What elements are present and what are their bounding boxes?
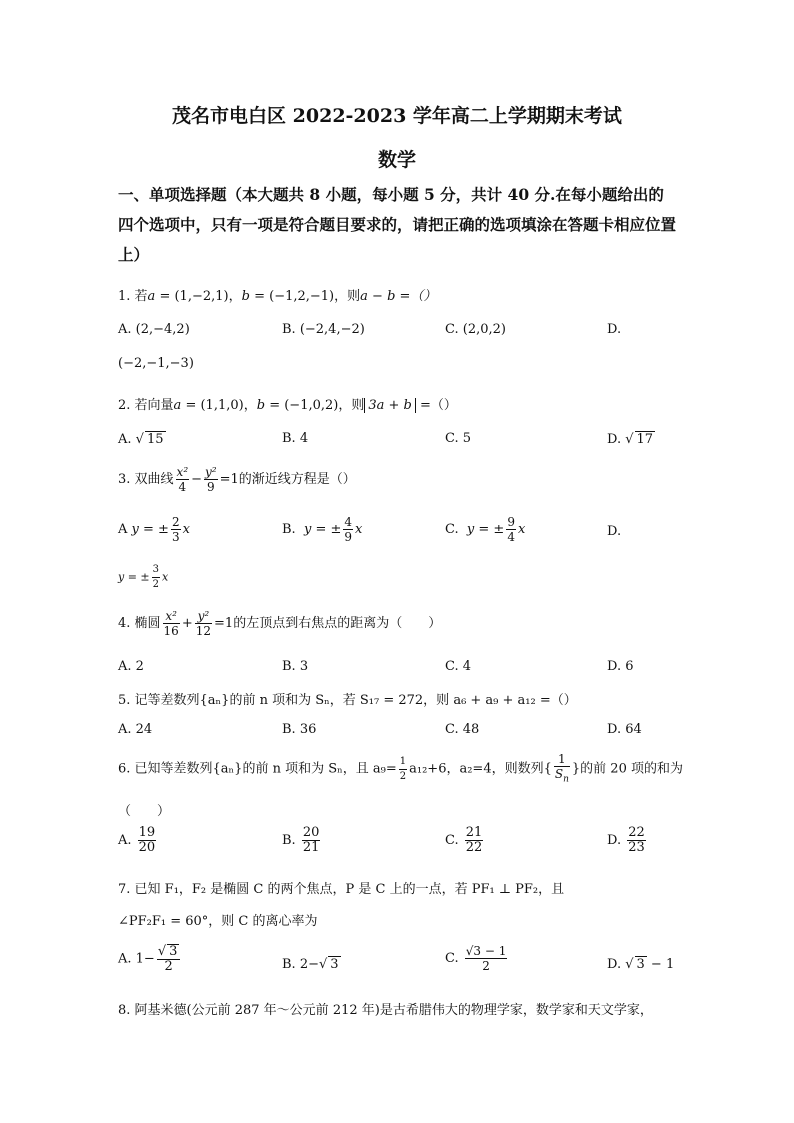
q3-option-a: A y = ± $\frac{2}{3}$ x: [118, 515, 190, 544]
q3-option-b: B. y = ± $\frac{4}{9}$ x: [282, 515, 363, 544]
q1-option-c: C. (2,0,2): [445, 322, 506, 337]
q4-option-d: D. 6: [607, 659, 634, 674]
q2-option-b: B. 4: [282, 431, 309, 446]
section-heading: 一、单项选择题（本大题共 8 小题，每小题 5 分，共计 40 分.在每小题给出的四个选项中，只有一项是符合题目要求的，请把正确的选项填涂在答题卡相应位置上）: [118, 185, 677, 264]
q3-option-d-value: y = ± $\frac{3}{2}$ x: [118, 564, 169, 590]
q5-option-a: A. 24: [118, 722, 153, 737]
q4-option-a: A. 2: [118, 659, 144, 674]
q6-paren: （ ）: [118, 804, 171, 819]
q2-option-d: D. √ 17: [607, 432, 654, 447]
q6-option-b: B. $\frac{20}{21}$: [282, 825, 320, 855]
subject-title: 数学: [377, 149, 416, 171]
q6-option-a: A. $\frac{19}{20}$: [118, 825, 156, 855]
q6-option-d: D. $\frac{22}{23}$: [607, 825, 645, 855]
q5-option-c: C. 48: [445, 722, 480, 737]
question-1: 1. 若a = (1,−2,1)，b = (−1,2,−1)，则a − b =（）: [118, 289, 437, 304]
q7-option-d: D. √ 3 − 1: [607, 957, 675, 972]
q1-option-b: B. (−2,4,−2): [282, 322, 365, 337]
q7-option-c: C. $\frac{√3 - 1}{2}$: [445, 944, 507, 973]
q4-option-b: B. 3: [282, 659, 309, 674]
q1-option-d: D.: [607, 322, 622, 337]
question-3: 3. 双曲线 $\frac{\text{x²}}{4}$ − $\frac{\text{y²}}{9}$ =1的渐近线方程是（）: [118, 465, 356, 494]
q2-option-c: C. 5: [445, 431, 472, 446]
question-4: 4. 椭圆 $\frac{\text{x²}}{16}$ + $\frac{\text{y²}}{12}$ =1的左顶点到右焦点的距离为（ ）: [118, 609, 442, 638]
question-7-line2: ∠PF₂F₁ = 60°，则 C 的离心率为: [118, 914, 318, 929]
q3-option-d: D.: [607, 524, 622, 539]
q4-option-c: C. 4: [445, 659, 472, 674]
q6-option-c: C. $\frac{21}{22}$: [445, 825, 483, 855]
q1-option-a: A. (2,−4,2): [118, 322, 190, 337]
question-8: 8. 阿基米德(公元前 287 年～公元前 212 年)是古希腊伟大的物理学家，数学家和天文学家，: [118, 1003, 653, 1018]
q7-option-a: A. 1− $\frac{√ 3}{2}$: [118, 944, 182, 974]
question-6: 6. 已知等差数列{aₙ}的前 n 项和为 Sₙ，且 a₉= $\frac{1}{2}$ a₁₂+6，a₂=4，则数列{ $\frac{1}{S_n}$ }的前 20 项的和为: [118, 752, 683, 785]
question-5: 5. 记等差数列{aₙ}的前 n 项和为 Sₙ，若 S₁₇ = 272，则 a₆ + a₉ + a₁₂ =（）: [118, 693, 577, 708]
question-7-line1: 7. 已知 F₁，F₂ 是椭圆 C 的两个焦点，P 是 C 上的一点，若 PF₁ ⊥ PF₂，且: [118, 882, 565, 897]
q5-option-b: B. 36: [282, 722, 317, 737]
q3-option-c: C. y = ± $\frac{9}{4}$ x: [445, 515, 526, 544]
exam-title: 茂名市电白区 2022-2023 学年高二上学期期末考试: [172, 105, 622, 127]
q5-option-d: D. 64: [607, 722, 642, 737]
q7-option-b: B. 2−√ 3: [282, 957, 339, 972]
q2-option-a: A. √ 15: [118, 432, 164, 447]
question-2: 2. 若向量a = (1,1,0)，b = (−1,0,2)，则 3a + b =（）: [118, 398, 457, 413]
q1-option-d-value: (−2,−1,−3): [118, 356, 194, 371]
